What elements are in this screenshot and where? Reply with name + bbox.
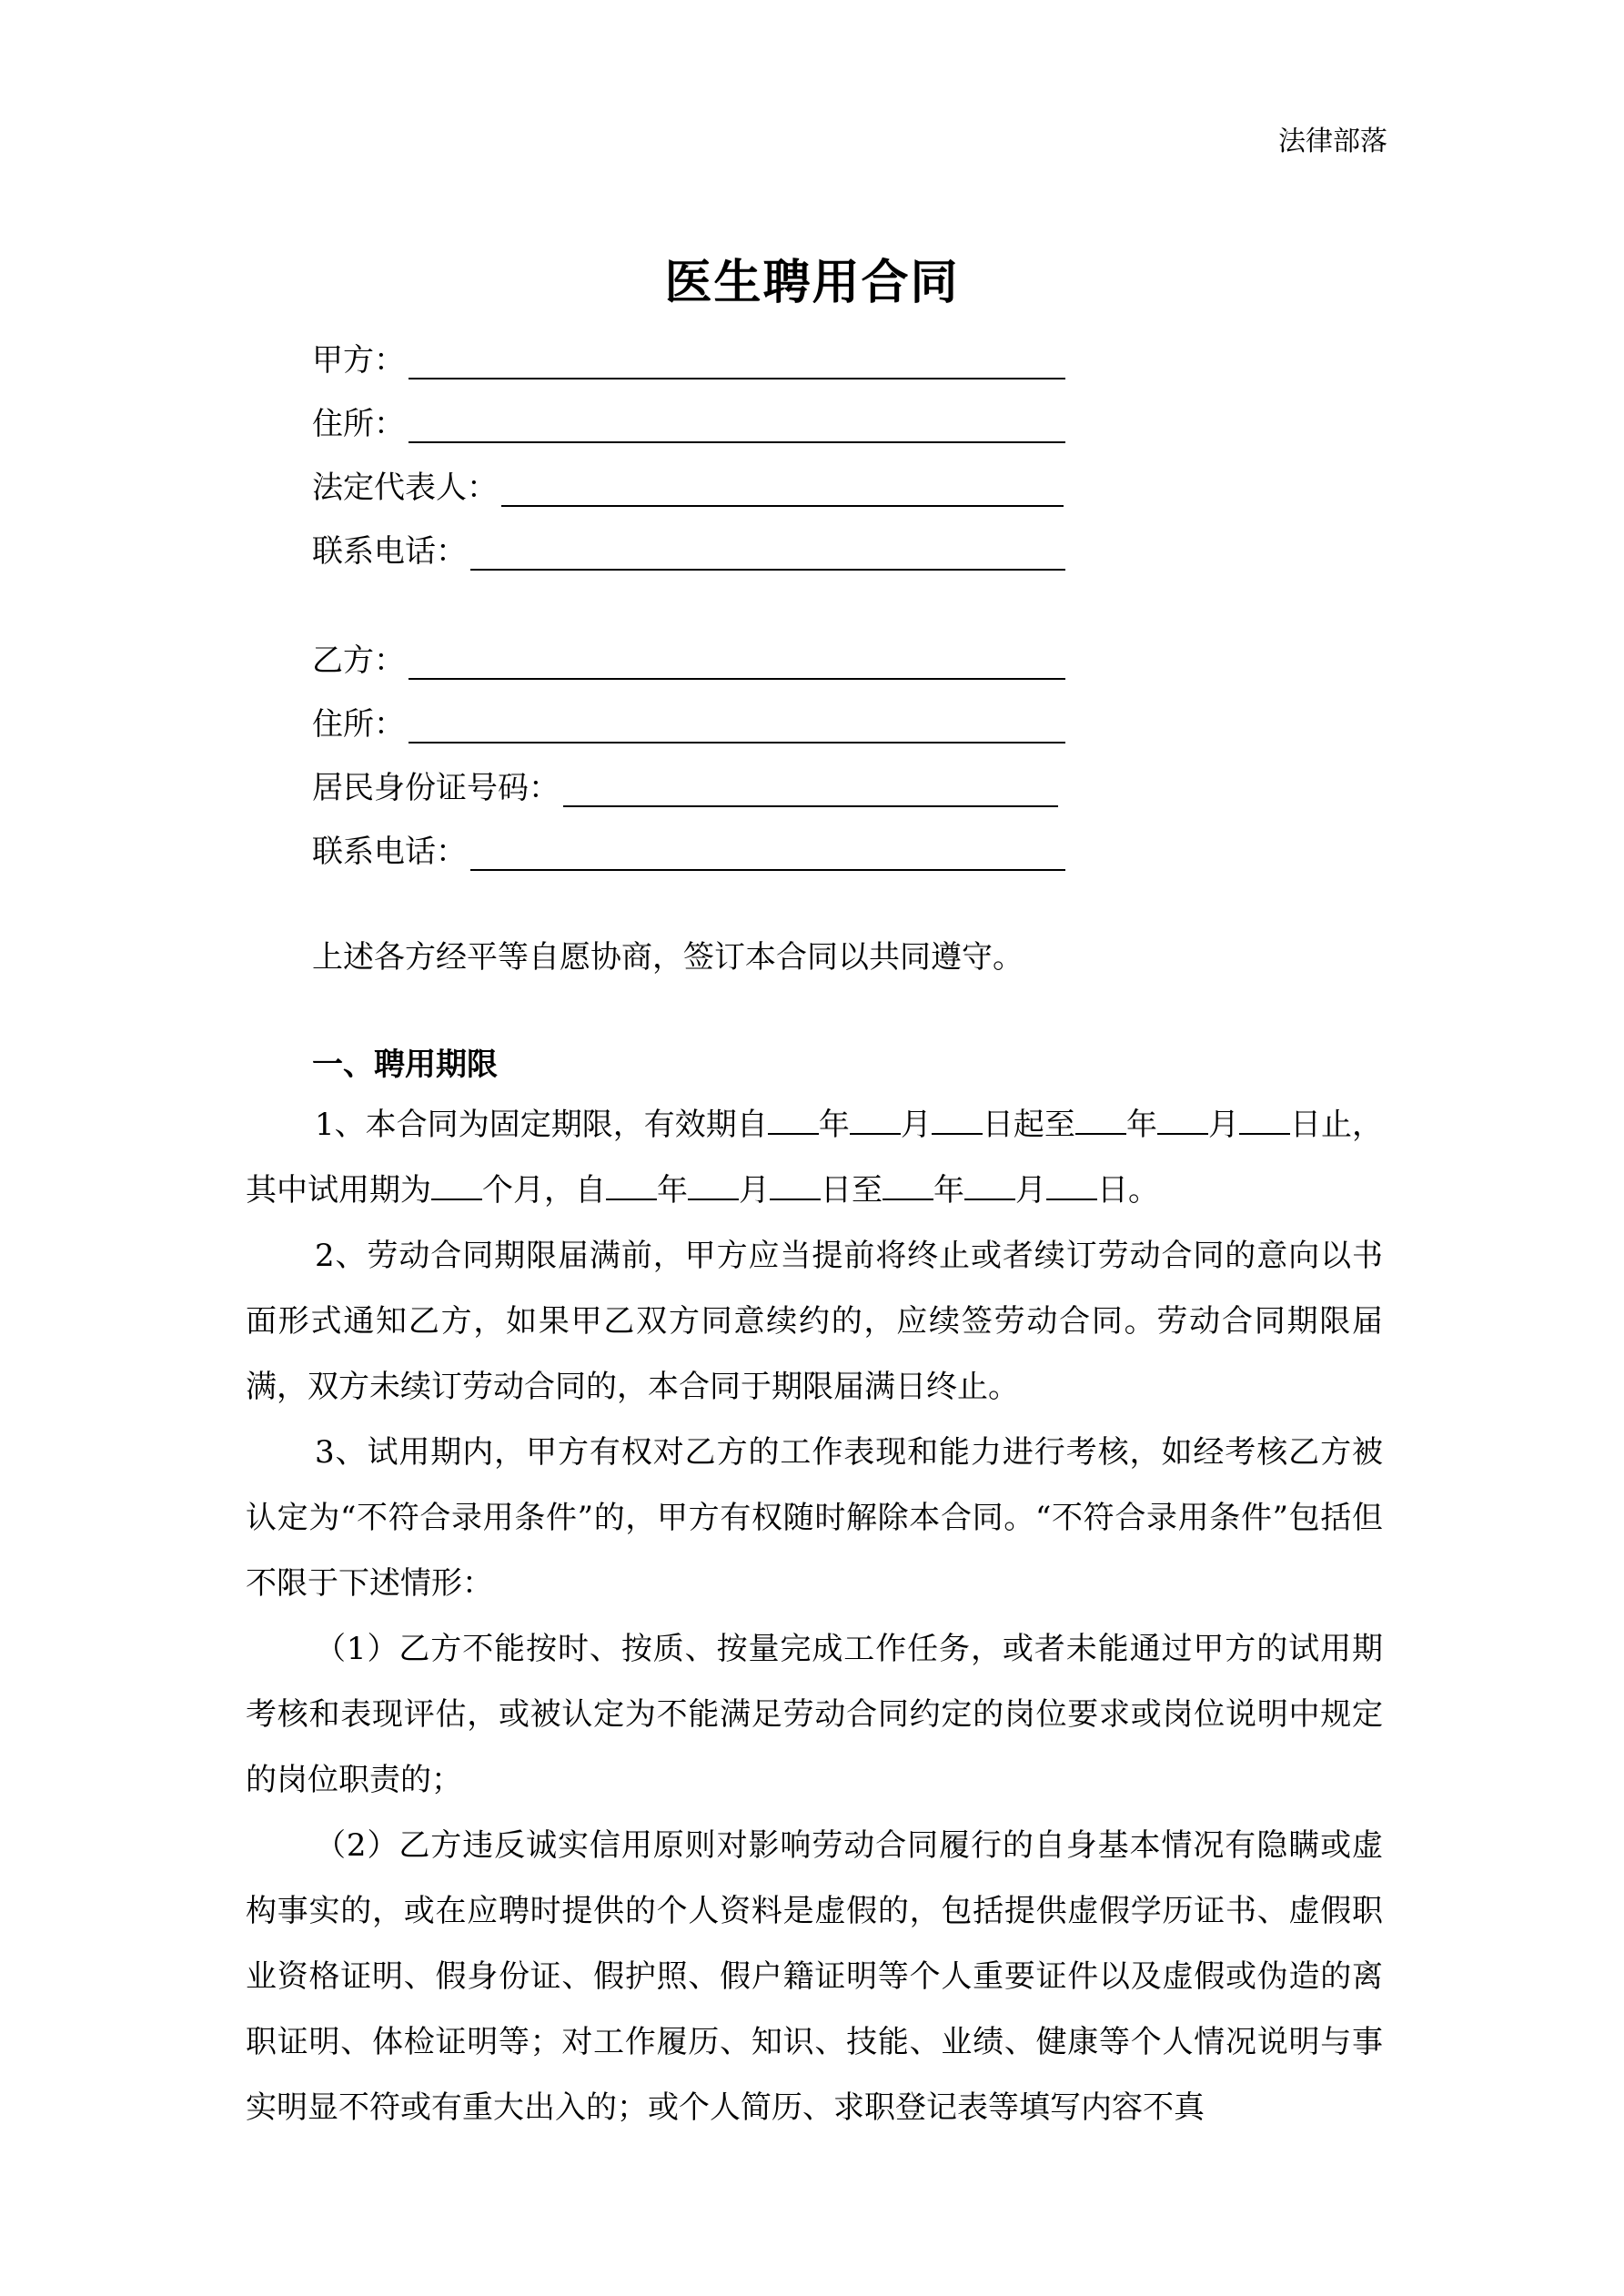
party-b-address-field[interactable] (312, 699, 1065, 743)
party-a-name-label: 甲方： (312, 342, 405, 379)
clause-2: 2、劳动合同期限届满前，甲方应当提前将终止或者续订劳动合同的意向以书面形式通知乙方，如果甲乙双方同意续约的，应续签劳动合同。劳动合同期限届满，双方未续订劳动合同的，本合同于期限届满日终止。 (246, 1238, 1383, 1405)
probation-text: 其中试用期为 (246, 1172, 431, 1209)
party-a-name-field[interactable] (312, 335, 1065, 379)
party-b-id-field[interactable] (312, 763, 1058, 807)
blank-field[interactable] (1075, 1106, 1126, 1135)
clause-3-item-1: （1）乙方不能按时、按质、按量完成工作任务，或者未能通过甲方的试用期考核和表现评估，或被认定为不能满足劳动合同约定的岗位要求或岗位说明中规定的岗位职责的； (246, 1631, 1383, 1798)
clause-3-item-2: （2）乙方违反诚实信用原则对影响劳动合同履行的自身基本情况有隐瞒或虚构事实的，或在应聘时提供的个人资料是虚假的，包括提供虚假学历证书、虚假职业资格证明、假身份证、假护照、假户籍证明等个人重要证件以及虚假或伪造的离职证明、体检证明等；对工作履历、知识、技能、业绩、健康等个人情况说明与事实明显不符或有重大出入的；或个人简历、求职登记表等填写内容不真 (246, 1827, 1383, 2126)
party-b-phone-label: 联系电话： (312, 834, 467, 870)
party-b-address-label: 住所： (312, 706, 405, 743)
blank-field[interactable] (1046, 1171, 1097, 1200)
blank-field[interactable] (1157, 1106, 1208, 1135)
blank-field[interactable] (883, 1171, 933, 1200)
header-mark: 法律部落 (1278, 126, 1387, 157)
year-label: 年 (1125, 1107, 1157, 1143)
day-from-label: 日起至 (982, 1107, 1075, 1143)
party-a-rep-label: 法定代表人： (312, 470, 498, 506)
year-label: 年 (933, 1172, 964, 1209)
party-b-name-label: 乙方： (312, 642, 405, 679)
party-a-address-label: 住所： (312, 406, 405, 442)
party-a-phone-field[interactable] (312, 526, 1065, 571)
year-label: 年 (657, 1172, 688, 1209)
party-b-phone-field[interactable] (312, 826, 1065, 871)
blank-field[interactable] (688, 1171, 739, 1200)
month-label: 月 (1207, 1107, 1239, 1143)
day-final-label: 日。 (1097, 1172, 1159, 1209)
months-label: 个月，自 (482, 1172, 606, 1209)
party-b-phone-line[interactable] (470, 833, 1065, 871)
blank-field[interactable] (932, 1106, 983, 1135)
month-label: 月 (1015, 1172, 1046, 1209)
party-a-rep-line[interactable] (501, 469, 1064, 507)
party-b-name-field[interactable] (312, 635, 1065, 680)
blank-field[interactable] (768, 1106, 819, 1135)
blank-field[interactable] (606, 1171, 657, 1200)
section-heading: 一、聘用期限 (312, 1047, 498, 1083)
blank-field[interactable] (1239, 1106, 1290, 1135)
day-to-label: 日至 (821, 1172, 883, 1209)
blank-field[interactable] (964, 1171, 1015, 1200)
day-end-label: 日止， (1290, 1107, 1384, 1143)
party-b-id-line[interactable] (563, 769, 1058, 807)
clause-1 (246, 1092, 1383, 1223)
blank-field[interactable] (850, 1106, 901, 1135)
clause-1-text: 1、本合同为固定期限，有效期自 (315, 1107, 768, 1143)
party-a-phone-line[interactable] (470, 532, 1065, 571)
year-label: 年 (818, 1107, 850, 1143)
party-a-phone-label: 联系电话： (312, 533, 467, 570)
party-b-name-line[interactable] (409, 642, 1065, 680)
blank-field[interactable] (770, 1171, 821, 1200)
party-b-id-label: 居民身份证号码： (312, 770, 560, 806)
intro-paragraph: 上述各方经平等自愿协商，签订本合同以共同遵守。 (312, 939, 1024, 976)
party-a-name-line[interactable] (409, 341, 1065, 379)
party-a-address-line[interactable] (409, 405, 1065, 443)
month-label: 月 (739, 1172, 770, 1209)
blank-field[interactable] (431, 1171, 482, 1200)
document-title: 医生聘用合同 (664, 255, 960, 310)
party-a-rep-field[interactable] (312, 462, 1064, 507)
party-a-address-field[interactable] (312, 399, 1065, 443)
party-b-address-line[interactable] (409, 705, 1065, 743)
clause-3: 3、试用期内，甲方有权对乙方的工作表现和能力进行考核，如经考核乙方被认定为“不符合录用条件”的，甲方有权随时解除本合同。“不符合录用条件”包括但不限于下述情形： (246, 1434, 1383, 1602)
month-label: 月 (900, 1107, 932, 1143)
clause-1-probation (246, 1172, 1159, 1209)
